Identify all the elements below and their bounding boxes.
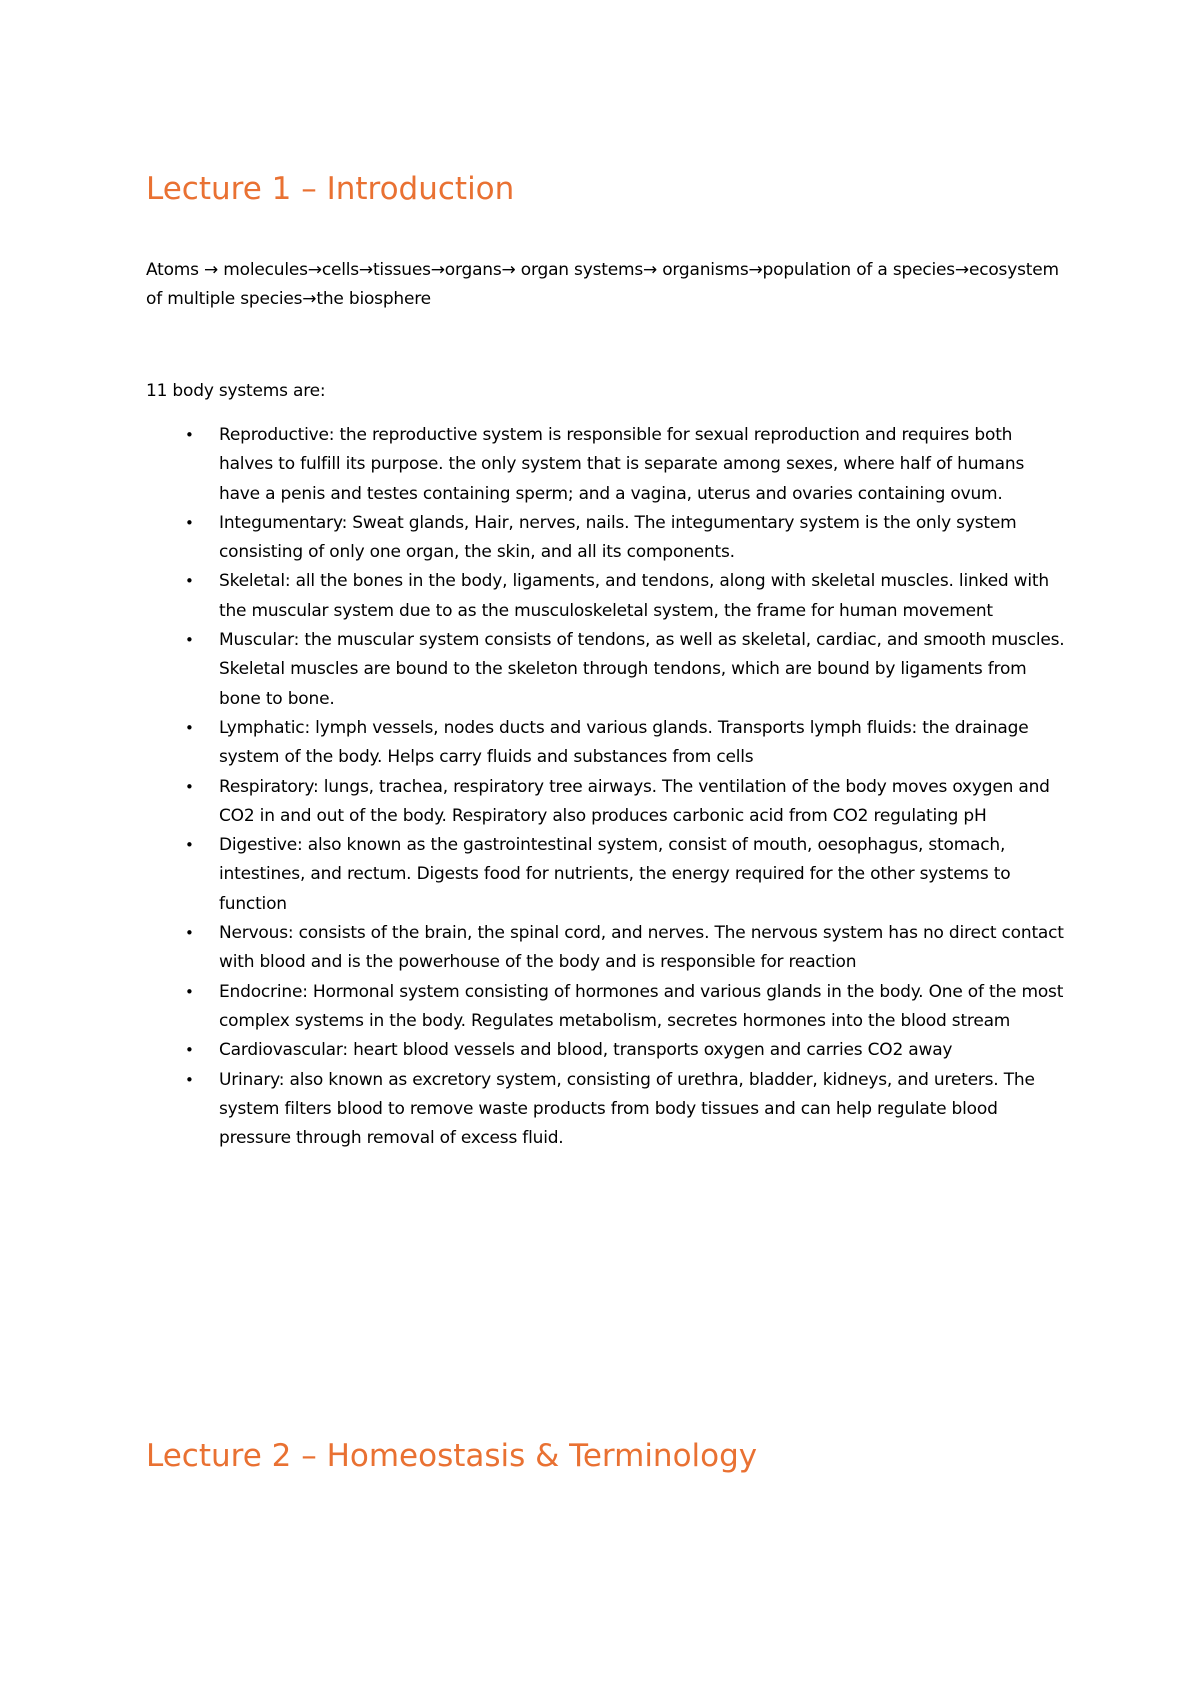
list-item-endocrine xyxy=(146,978,1066,1037)
list-item-text: Cardiovascular: heart blood vessels and blood, transports oxygen and carries CO2 away xyxy=(219,1040,953,1061)
list-item-text: Endocrine: Hormonal system consisting of hormones and various glands in the body. One of the most complex systems in the body. Regulates metabolism, secretes hormones into the blood stream xyxy=(219,981,1064,1031)
list-item-text: Urinary: also known as excretory system, consisting of urethra, bladder, kidneys, and ureters. The system filters blood to remove waste products from body tissues and can help regulate blood pressure through removal of excess fluid. xyxy=(219,1069,1035,1149)
bullet-icon: • xyxy=(185,426,194,444)
list-item-nervous xyxy=(146,919,1066,978)
bullet-icon: • xyxy=(185,1041,194,1060)
bullet-icon: • xyxy=(185,572,194,591)
body-systems-intro: 11 body systems are: xyxy=(146,381,326,401)
bullet-icon: • xyxy=(185,836,194,855)
bullet-icon: • xyxy=(185,631,194,650)
list-item-text: Digestive: also known as the gastrointestinal system, consist of mouth, oesophagus, stomach, intestines, and rectum. Digests food for nutrients, the energy required for the other systems to function xyxy=(219,835,1011,914)
bullet-icon: • xyxy=(185,513,194,532)
list-item-text: Skeletal: all the bones in the body, ligaments, and tendons, along with skeletal muscles. linked with the muscular system due to as the musculoskeletal system, the frame for human movement xyxy=(219,571,1049,621)
list-item-cardiovascular xyxy=(146,1036,1066,1065)
bullet-icon: • xyxy=(185,982,194,1001)
list-item-text: Muscular: the muscular system consists of tendons, as well as skeletal, cardiac, and smooth muscles. Skeletal muscles are bound to the skeleton through tendons, which are bound by ligaments from bone to bone. xyxy=(219,630,1065,709)
bullet-icon: • xyxy=(185,718,194,737)
list-item-text: Lymphatic: lymph vessels, nodes ducts and various glands. Transports lymph fluids: the drainage system of the body. Helps carry fluids and substances from cells xyxy=(219,717,1029,768)
list-item-text: Nervous: consists of the brain, the spinal cord, and nerves. The nervous system has no direct contact with blood and is the powerhouse of the body and is responsible for reaction xyxy=(219,923,1064,973)
body-systems-list xyxy=(146,421,1066,1153)
list-item-integumentary xyxy=(146,509,1066,568)
bullet-icon: • xyxy=(185,777,194,796)
list-item-respiratory xyxy=(146,773,1066,832)
organization-hierarchy-text: Atoms → molecules→cells→tissues→organs→ organ systems→ organisms→population of a species→ecosystem of multiple species→the biosphere xyxy=(146,260,1059,310)
list-item-urinary xyxy=(146,1066,1066,1154)
bullet-icon: • xyxy=(185,1070,194,1089)
list-item-text: Reproductive: the reproductive system is responsible for sexual reproduction and requires both halves to fulfill its purpose. the only system that is separate among sexes, where half of humans have a penis and testes containing sperm; and a vagina, uterus and ovaries containing ovum. xyxy=(219,425,1025,504)
list-item-text: Integumentary: Sweat glands, Hair, nerves, nails. The integumentary system is the only system consisting of only one organ, the skin, and all its components. xyxy=(219,512,1017,563)
list-item-text: Respiratory: lungs, trachea, respiratory tree airways. The ventilation of the body moves oxygen and CO2 in and out of the body. Respiratory also produces carbonic acid from CO2 regulating pH xyxy=(219,776,1050,826)
list-item-reproductive xyxy=(146,421,1066,509)
list-item-digestive xyxy=(146,831,1066,919)
bullet-icon: • xyxy=(185,924,194,943)
lecture-1-heading: Lecture 1 – Introduction xyxy=(146,171,515,207)
list-item-skeletal xyxy=(146,567,1066,626)
list-item-lymphatic xyxy=(146,714,1066,773)
lecture-2-heading: Lecture 2 – Homeostasis & Terminology xyxy=(146,1438,758,1474)
list-item-muscular xyxy=(146,626,1066,714)
